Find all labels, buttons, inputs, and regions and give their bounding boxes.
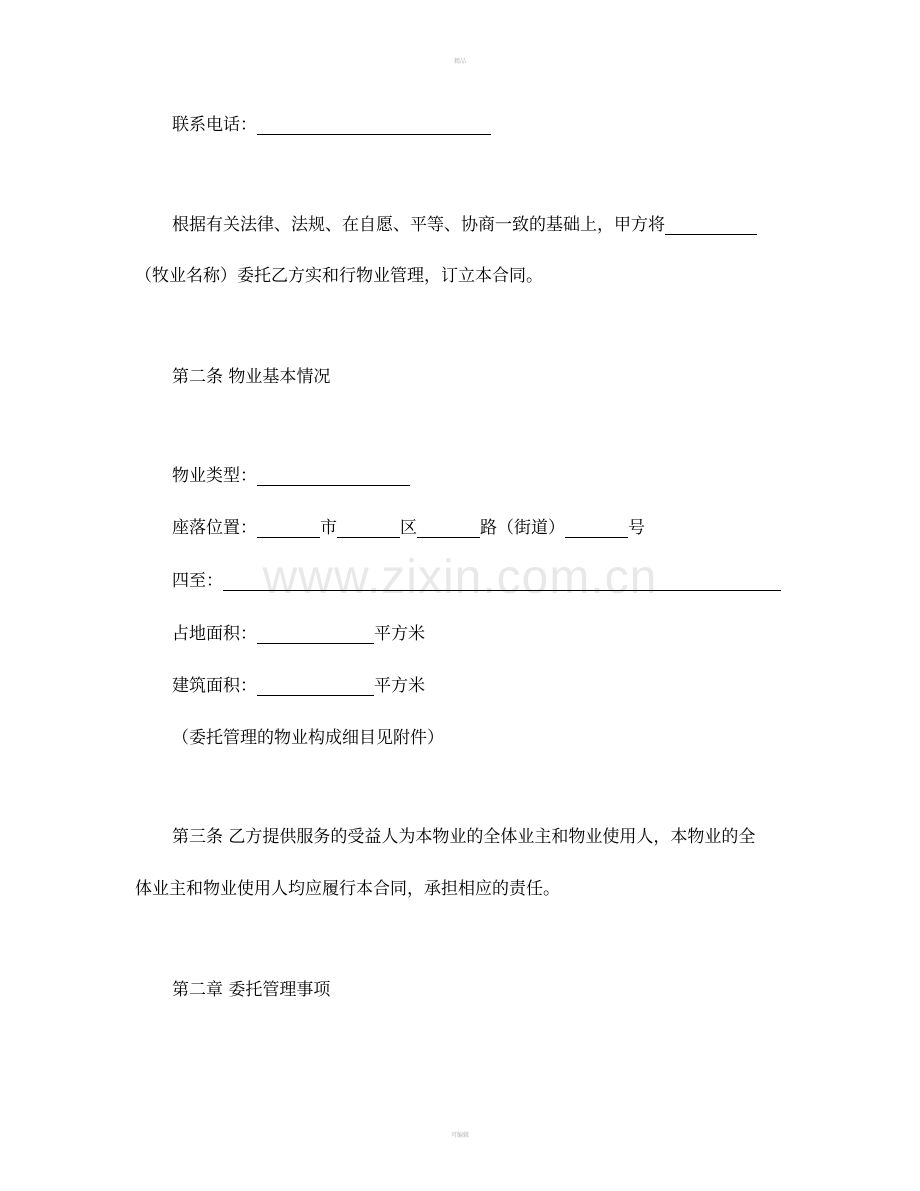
location-label: 座落位置：	[172, 518, 257, 538]
intro-line-2	[135, 266, 543, 286]
land-area-label: 占地面积：	[172, 624, 257, 644]
boundary-label: 四至：	[172, 571, 223, 591]
building-area-line	[172, 676, 425, 696]
contact-phone-line	[172, 115, 491, 135]
chapter2-title-text: 第二章 委托管理事项	[172, 980, 331, 1000]
article3-line-2	[135, 879, 560, 899]
watermark: www.zixin.com.cn	[262, 551, 658, 604]
city-label: 市	[320, 518, 337, 538]
intro-text-2: （牧业名称）委托乙方实和行物业管理，订立本合同。	[135, 266, 543, 286]
location-line	[172, 518, 645, 538]
land-area-unit: 平方米	[374, 624, 425, 644]
road-blank	[417, 521, 480, 538]
article3-line-1	[172, 827, 755, 847]
boundary-line	[172, 571, 781, 591]
number-label: 号	[628, 518, 645, 538]
contact-phone-blank	[257, 118, 491, 135]
intro-text-1: 根据有关法律、法规、在自愿、平等、协商一致的基础上，甲方将	[172, 215, 665, 235]
building-area-unit: 平方米	[374, 676, 425, 696]
header-mark: 精品	[453, 59, 466, 65]
number-blank	[565, 521, 628, 538]
intro-line-1	[172, 215, 757, 235]
article3-text-1: 第三条 乙方提供服务的受益人为本物业的全体业主和物业使用人，本物业的全	[172, 827, 756, 847]
chapter2-title	[172, 980, 330, 1000]
district-blank	[337, 521, 400, 538]
building-area-label: 建筑面积：	[172, 676, 257, 696]
road-label: 路（街道）	[480, 518, 565, 538]
attachment-note	[172, 728, 444, 748]
district-label: 区	[400, 518, 417, 538]
article2-title	[172, 367, 330, 387]
contact-phone-label: 联系电话：	[172, 115, 257, 135]
boundary-blank	[223, 574, 781, 591]
property-name-blank	[665, 218, 757, 235]
property-type-blank	[257, 469, 410, 486]
city-blank	[257, 521, 320, 538]
land-area-line	[172, 624, 425, 644]
land-area-blank	[257, 627, 374, 644]
article3-text-2: 体业主和物业使用人均应履行本合同，承担相应的责任。	[135, 879, 560, 899]
footer-mark: 可编辑	[450, 1133, 469, 1139]
property-type-label: 物业类型：	[172, 466, 257, 486]
attachment-note-text: （委托管理的物业构成细目见附件）	[172, 728, 444, 748]
building-area-blank	[257, 679, 374, 696]
article2-title-text: 第二条 物业基本情况	[172, 367, 331, 387]
property-type-line	[172, 466, 410, 486]
